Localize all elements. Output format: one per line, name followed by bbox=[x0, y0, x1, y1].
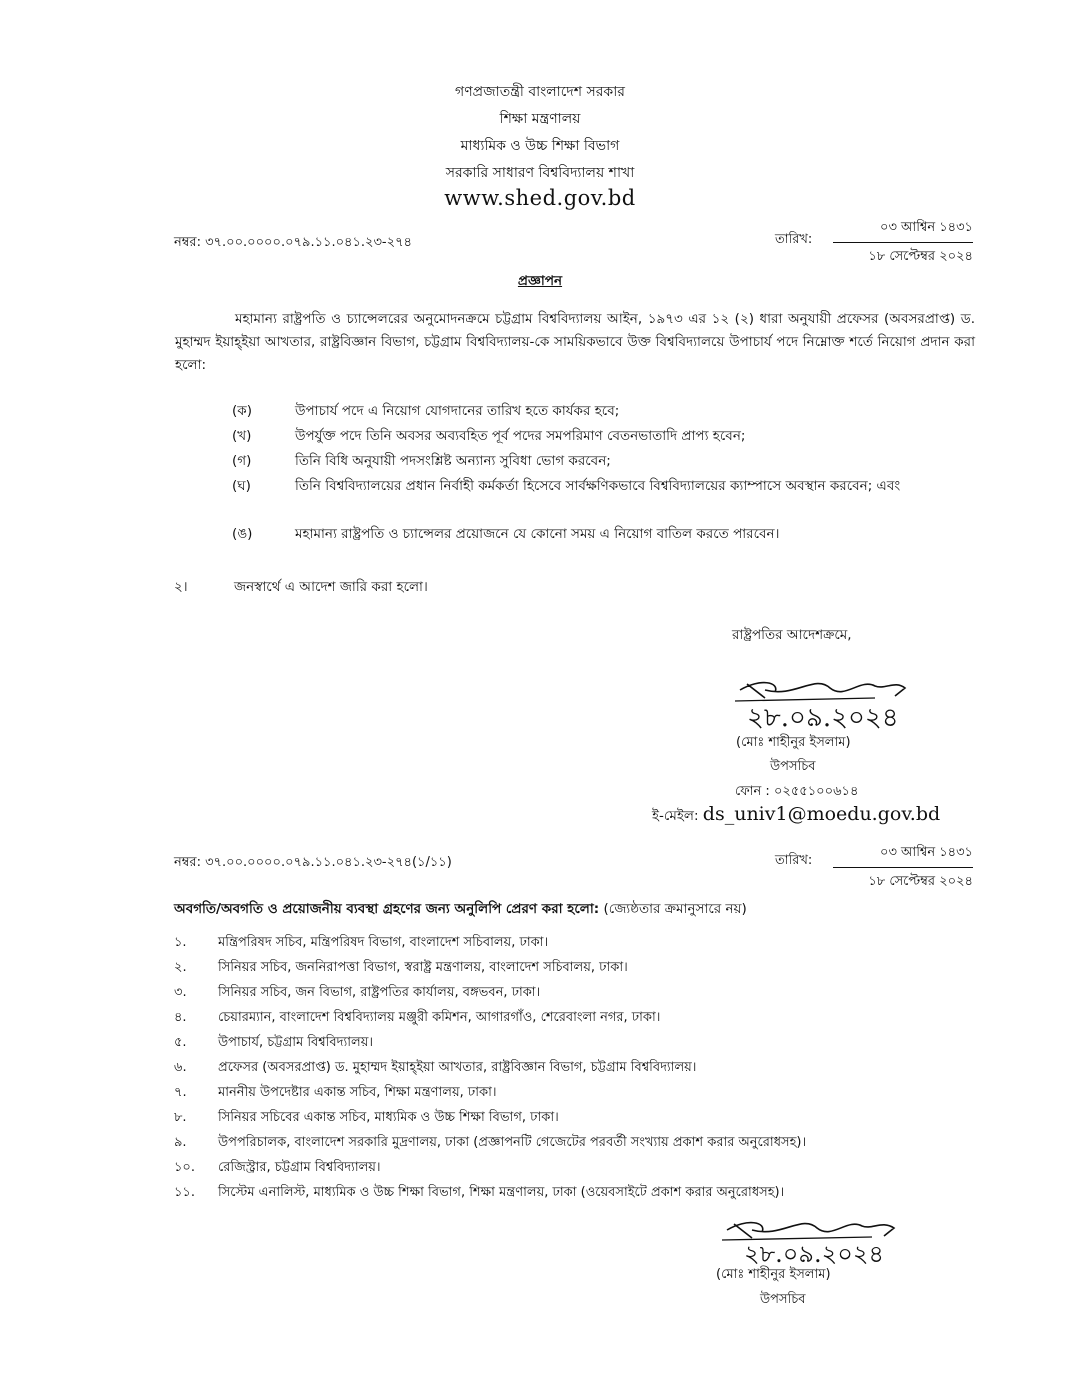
email-link[interactable]: ds_univ1@moedu.gov.bd bbox=[702, 803, 941, 825]
condition-label: (ক) bbox=[232, 403, 252, 419]
memo-date bbox=[833, 218, 973, 268]
email-row bbox=[652, 803, 940, 828]
signature-image-2 bbox=[722, 1212, 982, 1272]
signature-image bbox=[735, 668, 975, 738]
by-order-text: রাষ্ট্রপতির আদেশক্রমে, bbox=[732, 627, 852, 643]
date-label: তারিখ: bbox=[775, 232, 813, 247]
copy-memo-number: নম্বর: ৩৭.০০.০০০০.০৭৯.১১.০৪১.২৩-২৭৪(১/১১) bbox=[174, 855, 452, 870]
condition-label: (গ) bbox=[232, 453, 252, 469]
memo-number: নম্বর: ৩৭.০০.০০০০.০৭৯.১১.০৪১.২৩-২৭৪ bbox=[174, 235, 412, 250]
recipient-text: সিনিয়র সচিব, জননিরাপত্তা বিভাগ, স্বরাষ্ট্র মন্ত্রণালয়, বাংলাদেশ সচিবালয়, ঢাকা। bbox=[218, 960, 628, 975]
recipient-number: ৬. bbox=[174, 1060, 187, 1075]
date-english: ১৮ সেপ্টেম্বর ২০২৪ bbox=[868, 249, 973, 264]
recipient-number: ৭. bbox=[174, 1085, 187, 1100]
condition-text: তিনি বিশ্ববিদ্যালয়ের প্রধান নির্বাহী কর্মকর্তা হিসেবে সার্বক্ষণিকভাবে বিশ্ববিদ্যালয়ের ক্যাম্পাসে অবস্থান করবেন; এবং bbox=[295, 478, 901, 494]
copy-date-bangla: ০৩ আশ্বিন ১৪৩১ bbox=[833, 843, 973, 868]
branch-name: সরকারি সাধারণ বিশ্ববিদ্যালয় শাখা bbox=[445, 165, 635, 181]
recipient-number: ২. bbox=[174, 960, 187, 975]
condition-item bbox=[232, 400, 977, 422]
condition-item bbox=[232, 425, 977, 447]
condition-text: তিনি বিধি অনুযায়ী পদসংশ্লিষ্ট অন্যান্য সুবিধা ভোগ করবেন; bbox=[295, 453, 611, 469]
recipient-number: ৯. bbox=[174, 1135, 187, 1150]
date-bangla: ০৩ আশ্বিন ১৪৩১ bbox=[833, 218, 973, 243]
condition-text: উপাচার্য পদে এ নিয়োগ যোগদানের তারিখ হতে কার্যকর হবে; bbox=[295, 403, 620, 419]
copy-heading: অবগতি/অবগতি ও প্রয়োজনীয় ব্যবস্থা গ্রহণের জন্য অনুলিপি প্রেরণ করা হলো: bbox=[174, 901, 600, 917]
condition-text: উপর্যুক্ত পদে তিনি অবসর অব্যবহিত পূর্ব পদের সমপরিমাণ বেতনভাতাদি প্রাপ্য হবেন; bbox=[295, 428, 746, 444]
recipient-text: মাননীয় উপদেষ্টার একান্ত সচিব, শিক্ষা মন্ত্রণালয়, ঢাকা। bbox=[218, 1085, 497, 1100]
copy-date-label: তারিখ: bbox=[775, 853, 813, 868]
main-paragraph: মহামান্য রাষ্ট্রপতি ও চ্যান্সেলরের অনুমোদনক্রমে চট্টগ্রাম বিশ্ববিদ্যালয় আইন, ১৯৭৩ এর ১২ (২) ধারা অনুযায়ী প্রফেসর (অবসরপ্রাপ্ত) ড. মুহাম্মদ ইয়াহ্ইয়া আখতার, রাষ্ট্রবিজ্ঞান বিভাগ, চট্টগ্রাম বিশ্ববিদ্যালয়-কে সাময়িকভাবে উক্ত বিশ্ববিদ্যালয়ে উপাচার্য পদে নিম্নোক্ত শর্তে নিয়োগ প্রদান করা হলো: bbox=[175, 311, 975, 373]
recipient-number: ১. bbox=[174, 935, 187, 950]
recipient-number: ৮. bbox=[174, 1110, 187, 1125]
copy-signer-name: (মোঃ শাহীনুর ইসলাম) bbox=[716, 1267, 831, 1282]
signer-name: (মোঃ শাহীনুর ইসলাম) bbox=[736, 735, 851, 750]
copy-heading-row bbox=[174, 898, 747, 921]
recipient-number: ৪. bbox=[174, 1010, 187, 1025]
condition-label: (ঘ) bbox=[232, 478, 251, 494]
email-label: ই-মেইল: bbox=[652, 808, 699, 824]
copy-heading-note: (জ্যেষ্ঠতার ক্রমানুসারে নয়) bbox=[603, 901, 747, 917]
recipient-text: উপাচার্য, চট্টগ্রাম বিশ্ববিদ্যালয়। bbox=[218, 1035, 374, 1050]
condition-item bbox=[232, 523, 977, 545]
copy-date bbox=[833, 843, 973, 893]
recipient-number: ১১. bbox=[174, 1185, 196, 1200]
recipient-text: সিস্টেম এনালিস্ট, মাধ্যমিক ও উচ্চ শিক্ষা বিভাগ, শিক্ষা মন্ত্রণালয়, ঢাকা (ওয়েবসাইটে প্রকাশ করার অনুরোধসহ)। bbox=[218, 1185, 785, 1200]
notice-title: প্রজ্ঞাপন bbox=[517, 273, 563, 289]
svg-text:২৮.০৯.২০২৪: ২৮.০৯.২০২৪ bbox=[747, 703, 899, 733]
recipient-text: সিনিয়র সচিবের একান্ত সচিব, মাধ্যমিক ও উচ্চ শিক্ষা বিভাগ, ঢাকা। bbox=[218, 1110, 559, 1125]
copy-date-english: ১৮ সেপ্টেম্বর ২০২৪ bbox=[868, 874, 973, 889]
condition-label: (ঙ) bbox=[232, 526, 253, 542]
recipient-text: চেয়ারম্যান, বাংলাদেশ বিশ্ববিদ্যালয় মঞ্জুরী কমিশন, আগারগাঁও, শেরেবাংলা নগর, ঢাকা। bbox=[218, 1010, 661, 1025]
copy-signer-designation: উপসচিব bbox=[760, 1292, 806, 1307]
condition-item bbox=[232, 475, 977, 497]
recipient-text: মন্ত্রিপরিষদ সচিব, মন্ত্রিপরিষদ বিভাগ, বাংলাদেশ সচিবালয়, ঢাকা। bbox=[218, 935, 549, 950]
recipient-number: ৩. bbox=[174, 985, 187, 1000]
condition-text: মহামান্য রাষ্ট্রপতি ও চ্যান্সেলর প্রয়োজনে যে কোনো সময় এ নিয়োগ বাতিল করতে পারবেন। bbox=[295, 526, 780, 542]
ministry-name: শিক্ষা মন্ত্রণালয় bbox=[499, 111, 581, 127]
condition-item bbox=[232, 450, 977, 472]
recipient-number: ১০. bbox=[174, 1160, 196, 1175]
recipient-text: উপপরিচালক, বাংলাদেশ সরকারি মুদ্রণালয়, ঢাকা (প্রজ্ঞাপনটি গেজেটের পরবর্তী সংখ্যায় প্রকাশ করার অনুরোধসহ)। bbox=[218, 1135, 807, 1150]
condition-label: (খ) bbox=[232, 428, 252, 444]
signer-designation: উপসচিব bbox=[770, 759, 816, 774]
recipient-number: ৫. bbox=[174, 1035, 187, 1050]
item2-number: ২। bbox=[174, 579, 188, 595]
recipient-text: প্রফেসর (অবসরপ্রাপ্ত) ড. মুহাম্মদ ইয়াহ্ইয়া আখতার, রাষ্ট্রবিজ্ঞান বিভাগ, চট্টগ্রাম বিশ্ববিদ্যালয়। bbox=[218, 1060, 697, 1075]
website-link[interactable]: www.shed.gov.bd bbox=[444, 186, 636, 210]
svg-text:২৮.০৯.২০২৪: ২৮.০৯.২০২৪ bbox=[744, 1240, 885, 1268]
division-name: মাধ্যমিক ও উচ্চ শিক্ষা বিভাগ bbox=[460, 138, 620, 154]
phone-number: ফোন : ০২৫৫১০০৬১৪ bbox=[735, 784, 859, 799]
recipient-text: রেজিস্ট্রার, চট্টগ্রাম বিশ্ববিদ্যালয়। bbox=[218, 1160, 381, 1175]
item2-text: জনস্বার্থে এ আদেশ জারি করা হলো। bbox=[234, 579, 428, 595]
govt-name: গণপ্রজাতন্ত্রী বাংলাদেশ সরকার bbox=[455, 84, 625, 100]
recipient-text: সিনিয়র সচিব, জন বিভাগ, রাষ্ট্রপতির কার্যালয়, বঙ্গভবন, ঢাকা। bbox=[218, 985, 541, 1000]
